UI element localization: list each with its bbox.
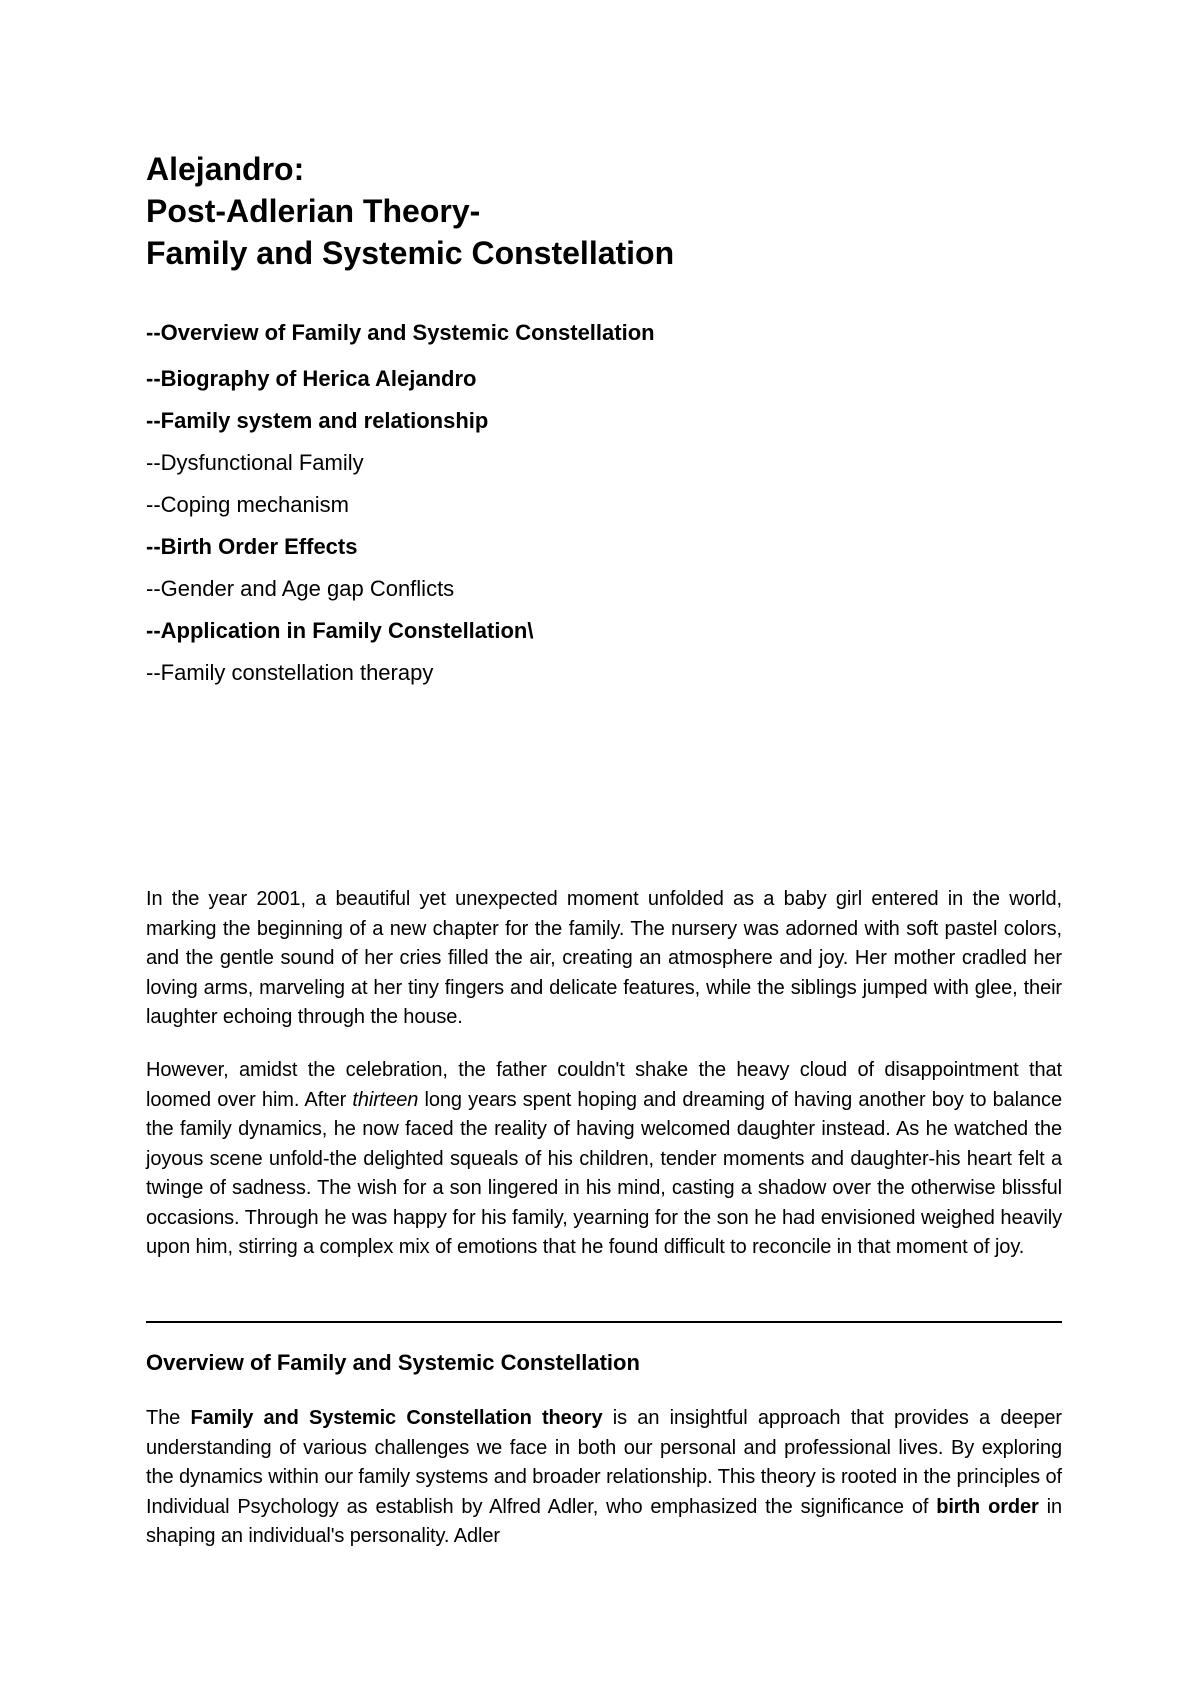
toc-item-biography: --Biography of Herica Alejandro <box>146 366 477 391</box>
title-line-2: Post-Adlerian Theory- <box>146 193 481 229</box>
toc-item-constellation-therapy: --Family constellation therapy <box>146 660 434 685</box>
title-line-3: Family and Systemic Constellation <box>146 235 675 271</box>
overview-bold-birth-order: birth order <box>936 1495 1039 1518</box>
toc-item-family-system: --Family system and relationship <box>146 408 489 433</box>
toc-item-application: --Application in Family Constellation\ <box>146 618 534 643</box>
horizontal-divider <box>146 1321 1062 1323</box>
toc-item-dysfunctional-family: --Dysfunctional Family <box>146 450 364 475</box>
overview-text-1: The <box>146 1407 191 1429</box>
toc-item-birth-order: --Birth Order Effects <box>146 534 358 559</box>
overview-text-2: is an insightful approach that provides a deeper understanding of various challenges we face in both our personal and professional lives. By exploring the dynamics within our family systems and broader relationship. This theory is rooted in the principles of Individual Psychology as establish by Alfred Adler, who emphasized the significance of <box>146 1407 1062 1518</box>
document-page <box>146 0 1062 1696</box>
overview-bold-theory: Family and Systemic Constellation theory <box>190 1407 603 1429</box>
story-paragraph-1: In the year 2001, a beautiful yet unexpected moment unfolded as a baby girl entered in the world, marking the beginning of a new chapter for the family. The nursery was adorned with soft pastel colors, and the gentle sound of her cries filled the air, creating an atmosphere and joy. Her mother cradled her loving arms, marveling at her tiny fingers and delicate features, while the siblings jumped with glee, their laughter echoing through the house. <box>146 888 1062 1028</box>
document-title <box>146 148 674 274</box>
toc-item-gender-age-gap: --Gender and Age gap Conflicts <box>146 576 455 601</box>
story-paragraph-2-text-a: However, amidst the celebration, the father couldn't shake the heavy cloud of disappointment that loomed over him. After <box>146 1059 1062 1111</box>
overview-text-3: in shaping an individual's personality. Adler <box>146 1495 1063 1547</box>
overview-paragraph <box>146 1404 1062 1552</box>
toc-item-overview: --Overview of Family and Systemic Constellation <box>146 320 655 345</box>
story-paragraph-2-italic: thirteen <box>352 1088 419 1111</box>
toc-item-coping-mechanism: --Coping mechanism <box>146 492 349 517</box>
story-paragraph-2-text-b: long years spent hoping and dreaming of having another boy to balance the family dynamics, he now faced the reality of having welcomed daughter instead. As he watched the joyous scene unfold-the delighted squeals of his children, tender moments and daughter-his heart felt a twinge of sadness. The wish for a son lingered in his mind, casting a shadow over the otherwise blissful occasions. Through he was happy for his family, yearning for the son he had envisioned weighed heavily upon him, stirring a complex mix of emotions that he found difficult to reconcile in that moment of joy. <box>146 1088 1062 1258</box>
title-line-1: Alejandro: <box>146 151 305 187</box>
story-paragraph-2 <box>146 1056 1062 1263</box>
section-heading-overview: Overview of Family and Systemic Constellation <box>146 1350 640 1375</box>
